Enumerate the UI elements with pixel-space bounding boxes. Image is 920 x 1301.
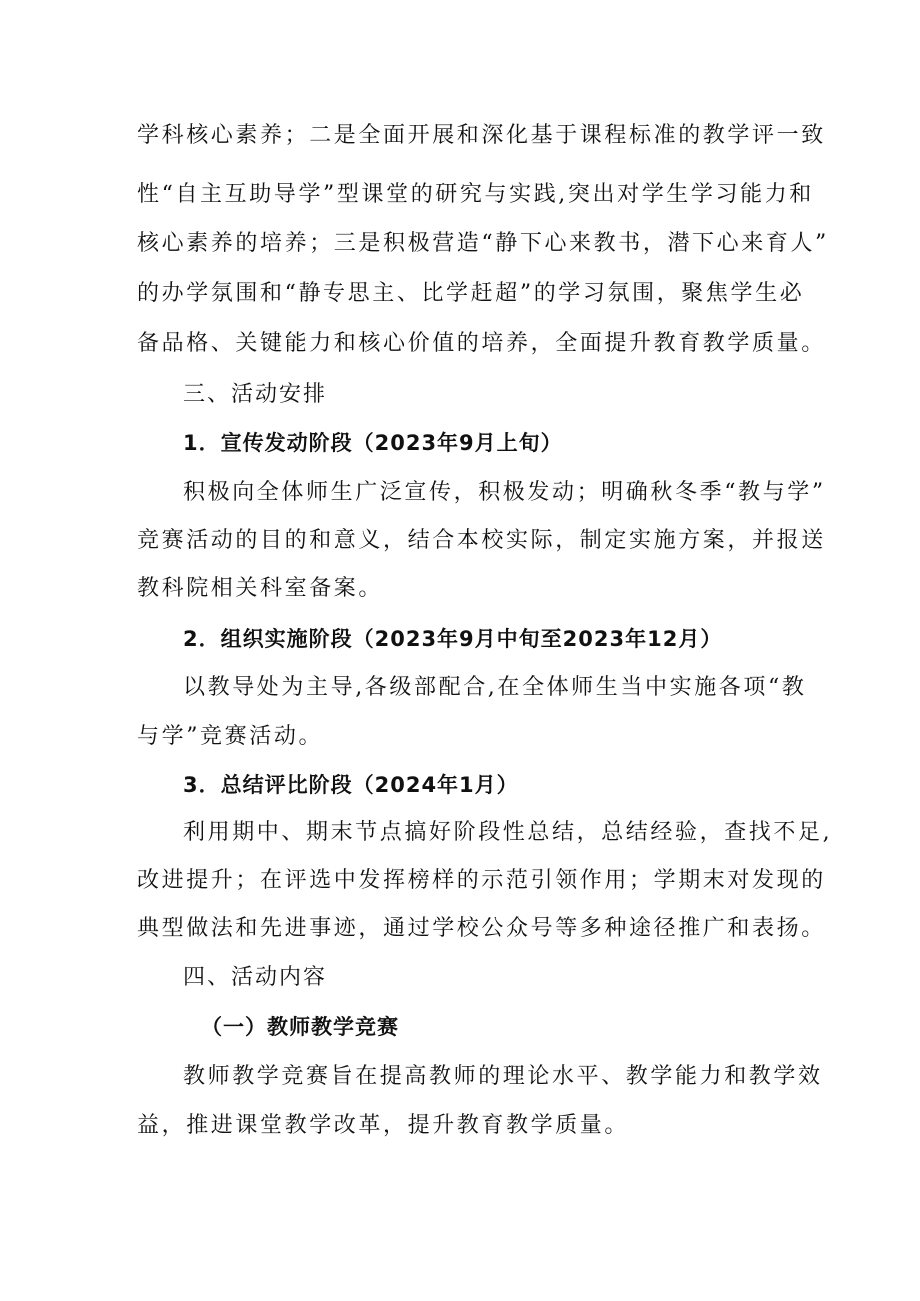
sub-section-title: （一）教师教学竞赛 (201, 1015, 399, 1039)
paragraph-line: 学科核心素养；二是全面开展和深化基于课程标准的教学评一致 (137, 123, 826, 148)
paragraph-line: 利用期中、期末节点搞好阶段性总结，总结经验，查找不足, (183, 820, 833, 845)
paragraph-line: 核心素养的培养；三是积极营造“静下心来教书，潜下心来育人” (137, 231, 829, 256)
stage-title: 3．总结评比阶段（2024年1月） (183, 773, 519, 797)
paragraph-line: 的办学氛围和“静专思主、比学赶超”的学习氛围，聚焦学生必 (137, 281, 805, 306)
paragraph-line: 益，推进课堂教学改革，提升教育教学质量。 (137, 1113, 630, 1138)
paragraph-line: 典型做法和先进事迹，通过学校公众号等多种途径推广和表扬。 (137, 916, 826, 941)
section-heading: 三、活动安排 (183, 382, 328, 407)
paragraph-line: 与学”竞赛活动。 (137, 724, 324, 749)
stage-title: 1．宣传发动阶段（2023年9月上旬） (183, 431, 563, 455)
paragraph-line: 性“自主互助导学”型课堂的研究与实践,突出对学生学习能力和 (137, 182, 814, 207)
paragraph-line: 竞赛活动的目的和意义，结合本校实际，制定实施方案，并报送 (137, 528, 826, 553)
paragraph-line: 备品格、关键能力和核心价值的培养，全面提升教育教学质量。 (137, 331, 826, 356)
stage-title: 2．组织实施阶段（2023年9月中旬至2023年12月） (183, 627, 723, 651)
paragraph-line: 教科院相关科室备案。 (137, 576, 384, 601)
paragraph-line: 以教导处为主导,各级部配合,在全体师生当中实施各项“教 (183, 675, 807, 700)
section-heading: 四、活动内容 (183, 965, 328, 990)
paragraph-line: 教师教学竞赛旨在提高教师的理论水平、教学能力和教学效 (183, 1064, 823, 1089)
paragraph-line: 改进提升；在评选中发挥榜样的示范引领作用；学期末对发现的 (137, 868, 826, 893)
paragraph-line: 积极向全体师生广泛宣传，积极发动；明确秋冬季“教与学” (183, 480, 826, 505)
